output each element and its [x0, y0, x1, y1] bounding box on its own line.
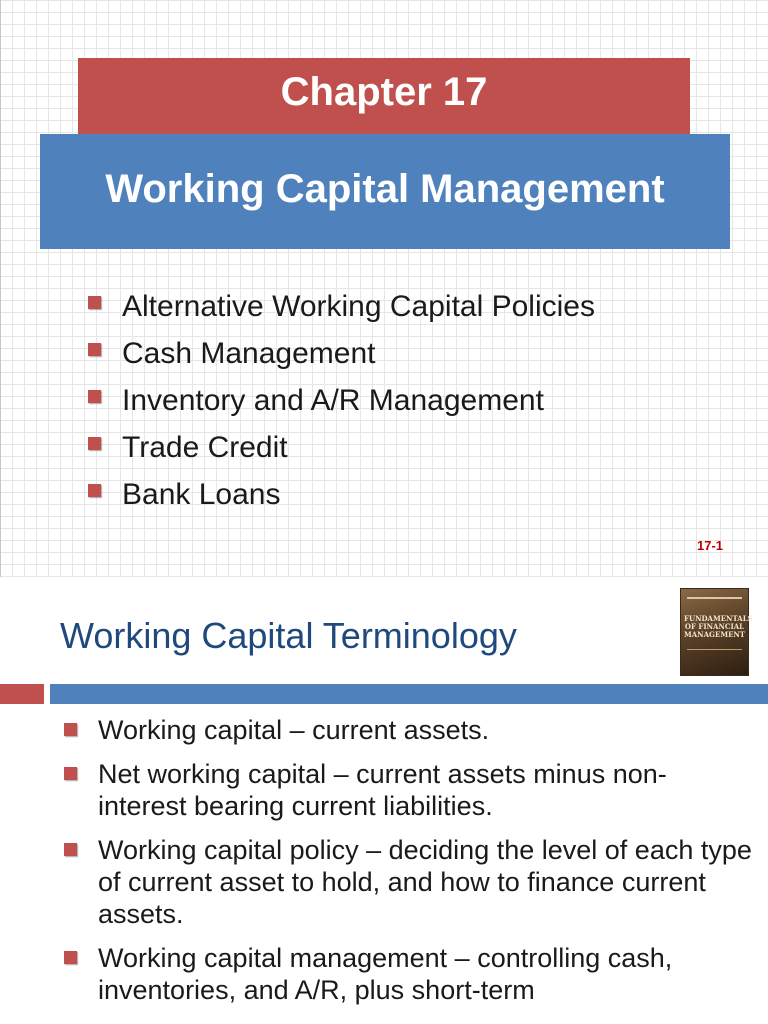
chapter-label: Chapter 17 — [280, 70, 488, 114]
list-item-text: Trade Credit — [122, 431, 288, 464]
square-bullet-icon — [88, 437, 101, 450]
terminology-list — [64, 714, 754, 1018]
list-item-text: Bank Loans — [122, 478, 281, 511]
divider-blue — [50, 684, 768, 704]
list-item — [64, 834, 754, 930]
slide-edge-line — [0, 0, 1, 577]
chapter-banner — [78, 58, 690, 138]
list-item-text: Cash Management — [122, 337, 376, 370]
book-authors-divider — [687, 649, 742, 664]
slide-2 — [0, 577, 768, 1024]
square-bullet-icon — [88, 343, 101, 356]
slide-title: Working Capital Terminology — [60, 615, 517, 656]
list-item-text: Working capital policy – deciding the level of each type of current asset to hold, and how to finance current assets. — [98, 835, 752, 929]
list-item-text: Alternative Working Capital Policies — [122, 290, 595, 323]
slide-title: Working Capital Management — [105, 167, 665, 211]
list-item — [64, 714, 754, 746]
list-item — [64, 758, 754, 822]
square-bullet-icon — [88, 484, 101, 497]
book-cover-image — [681, 589, 753, 675]
list-item-text: Working capital – current assets. — [98, 715, 490, 745]
list-item-text: Net working capital – current assets minus non-interest bearing current liabilities. — [98, 759, 667, 821]
title-banner — [40, 134, 730, 249]
square-bullet-icon — [88, 390, 101, 403]
square-bullet-icon — [64, 843, 77, 856]
book-title: FUNDAMENTALS OF FINANCIAL MANAGEMENT — [684, 614, 753, 639]
book-stripe — [687, 597, 742, 599]
page-number: 17-1 — [697, 538, 724, 553]
list-item — [64, 942, 754, 1006]
square-bullet-icon — [64, 723, 77, 736]
square-bullet-icon — [64, 951, 77, 964]
square-bullet-icon — [88, 296, 101, 309]
divider-red — [0, 684, 44, 704]
square-bullet-icon — [64, 767, 77, 780]
list-item-text: Working capital management – controlling cash, inventories, and A/R, plus short-term — [98, 943, 673, 1005]
list-item-text: Inventory and A/R Management — [122, 384, 544, 417]
